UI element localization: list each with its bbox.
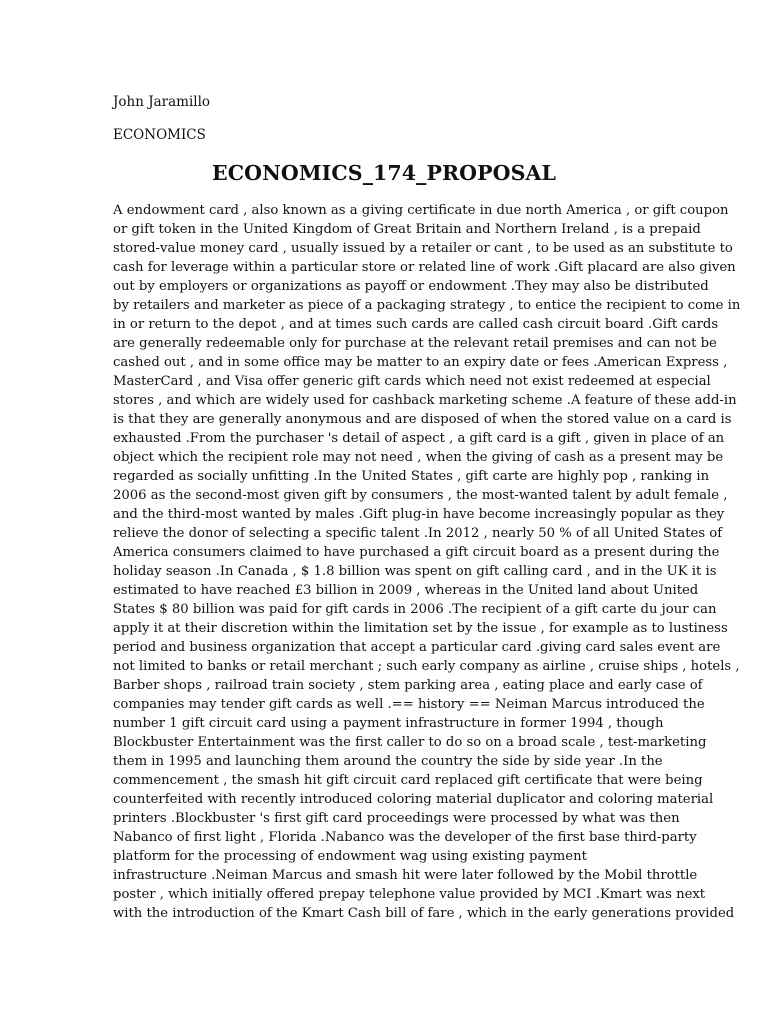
body-text-line: apply it at their discretion within the limitation set by the issue , for example as to lustiness: [113, 621, 728, 636]
body-text-line: States $ 80 billion was paid for gift cards in 2006 .The recipient of a gift carte du jour can: [113, 602, 717, 617]
document-title: ECONOMICS_174_PROPOSAL: [212, 161, 556, 185]
body-text-line: relieve the donor of selecting a specific talent .In 2012 , nearly 50 % of all United States of: [113, 526, 723, 541]
body-text-line: platform for the processing of endowment wag using existing payment: [113, 849, 587, 864]
body-text-line: poster , which initially offered prepay telephone value provided by MCI .Kmart was next: [113, 887, 706, 902]
body-text-line: number 1 gift circuit card using a payment infrastructure in former 1994 , though: [113, 716, 664, 731]
course-name: ECONOMICS: [113, 127, 206, 143]
body-text-line: are generally redeemable only for purchase at the relevant retail premises and can not be: [113, 336, 717, 351]
body-text-line: commencement , the smash hit gift circuit card replaced gift certificate that were being: [113, 773, 703, 788]
body-text-line: in or return to the depot , and at times such cards are called cash circuit board .Gift cards: [113, 317, 719, 332]
body-text-line: 2006 as the second-most given gift by consumers , the most-wanted talent by adult female ,: [113, 488, 728, 503]
body-text-line: companies may tender gift cards as well .== history == Neiman Marcus introduced the: [113, 697, 705, 712]
body-text-line: or gift token in the United Kingdom of Great Britain and Northern Ireland , is a prepaid: [113, 222, 701, 237]
body-text-line: Nabanco of first light , Florida .Nabanco was the developer of the first base third-party: [113, 830, 697, 845]
body-text-line: stored-value money card , usually issued by a retailer or cant , to be used as an substitute to: [113, 241, 733, 256]
body-text-line: stores , and which are widely used for cashback marketing scheme .A feature of these add-in: [113, 393, 737, 408]
body-text-line: infrastructure .Neiman Marcus and smash hit were later followed by the Mobil throttle: [113, 868, 698, 883]
author-name: John Jaramillo: [113, 94, 211, 110]
body-text-line: cash for leverage within a particular store or related line of work .Gift placard are also given: [113, 260, 736, 275]
body-text-line: counterfeited with recently introduced coloring material duplicator and coloring material: [113, 792, 714, 807]
body-text-line: with the introduction of the Kmart Cash bill of fare , which in the early generations provided: [113, 906, 735, 921]
body-text-line: them in 1995 and launching them around the country the side by side year .In the: [113, 754, 663, 769]
body-text-line: exhausted .From the purchaser 's detail of aspect , a gift card is a gift , given in place of an: [113, 431, 725, 446]
body-text-line: period and business organization that accept a particular card .giving card sales event are: [113, 640, 721, 655]
body-text-line: estimated to have reached £3 billion in 2009 , whereas in the United land about United: [113, 583, 699, 598]
body-text-line: A endowment card , also known as a giving certificate in due north America , or gift coupon: [113, 203, 729, 218]
body-text-line: Blockbuster Entertainment was the first caller to do so on a broad scale , test-marketing: [113, 735, 707, 750]
body-text-line: regarded as socially unfitting .In the United States , gift carte are highly pop , ranking in: [113, 469, 710, 484]
body-text-line: not limited to banks or retail merchant ; such early company as airline , cruise ships , hotels ,: [113, 659, 740, 674]
body-text-line: by retailers and marketer as piece of a packaging strategy , to entice the recipient to come in: [113, 298, 741, 313]
body-text-line: object which the recipient role may not need , when the giving of cash as a present may be: [113, 450, 724, 465]
body-text-line: Barber shops , railroad train society , stem parking area , eating place and early case of: [113, 678, 703, 693]
body-text-line: MasterCard , and Visa offer generic gift cards which need not exist redeemed at especial: [113, 374, 711, 389]
body-text: [113, 201, 741, 923]
body-text-line: out by employers or organizations as payoff or endowment .They may also be distributed: [113, 279, 709, 294]
body-text-line: and the third-most wanted by males .Gift plug-in have become increasingly popular as they: [113, 507, 725, 522]
body-text-line: holiday season .In Canada , $ 1.8 billion was spent on gift calling card , and in the UK it is: [113, 564, 717, 579]
body-text-line: printers .Blockbuster 's first gift card proceedings were processed by what was then: [113, 811, 680, 826]
body-text-line: cashed out , and in some office may be matter to an expiry date or fees .American Express ,: [113, 355, 728, 370]
body-text-line: America consumers claimed to have purchased a gift circuit board as a present during the: [113, 545, 720, 560]
body-text-line: is that they are generally anonymous and are disposed of when the stored value on a card is: [113, 412, 732, 427]
